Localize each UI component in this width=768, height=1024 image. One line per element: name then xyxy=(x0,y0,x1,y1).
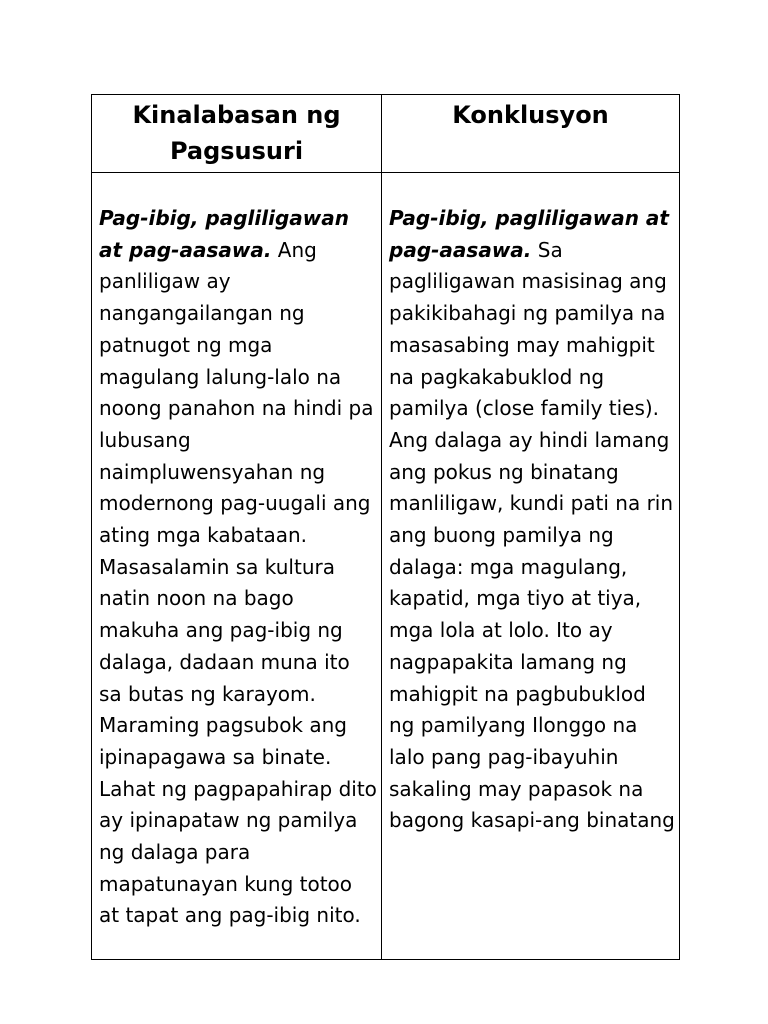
findings-lead: Pag-ibig, pagliligawan at pag-aasawa. xyxy=(99,206,349,262)
header-row xyxy=(92,95,680,173)
findings-text: Ang panliligaw ay nangangailangan ng patnugot ng mga magulang lalung-lalo na noong panahon na hindi pa lubusang naimpluwensyahan ng modernong pag-uugali ang ating mga kabataan. Masasalamin sa kultura natin noon na bago makuha ang pag-ibig ng dalaga, dadaan muna ito sa butas ng karayom. Maraming pagsubok ang ipinapagawa sa binate. Lahat ng pagpapahirap dito ay ipinapataw ng pamilya ng dalaga para mapatunayan kung totoo at tapat ang pag-ibig nito. xyxy=(99,237,377,928)
header-findings: Kinalabasan ng Pagsusuri xyxy=(92,95,382,173)
conclusion-cell xyxy=(382,173,680,960)
findings-table xyxy=(91,94,680,960)
findings-cell xyxy=(92,173,382,960)
conclusion-lead: Pag-ibig, pagliligawan at pag-aasawa. xyxy=(389,206,669,262)
header-conclusion: Konklusyon xyxy=(382,95,680,173)
table-row xyxy=(92,173,680,960)
conclusion-text: Sa pagliligawan masisinag ang pakikibahagi ng pamilya na masasabing may mahigpit na pagkakabuklod ng pamilya (close family ties). Ang dalaga ay hindi lamang ang pokus ng binatang manliligaw, kundi pati na rin ang buong pamilya ng dalaga: mga magulang, kapatid, mga tiyo at tiya, mga lola at lolo. Ito ay nagpapakita lamang ng mahigpit na pagbubuklod ng pamilyang Ilonggo na lalo pang pag-ibayuhin sakaling may papasok na bagong kasapi-ang binatang xyxy=(389,237,675,833)
